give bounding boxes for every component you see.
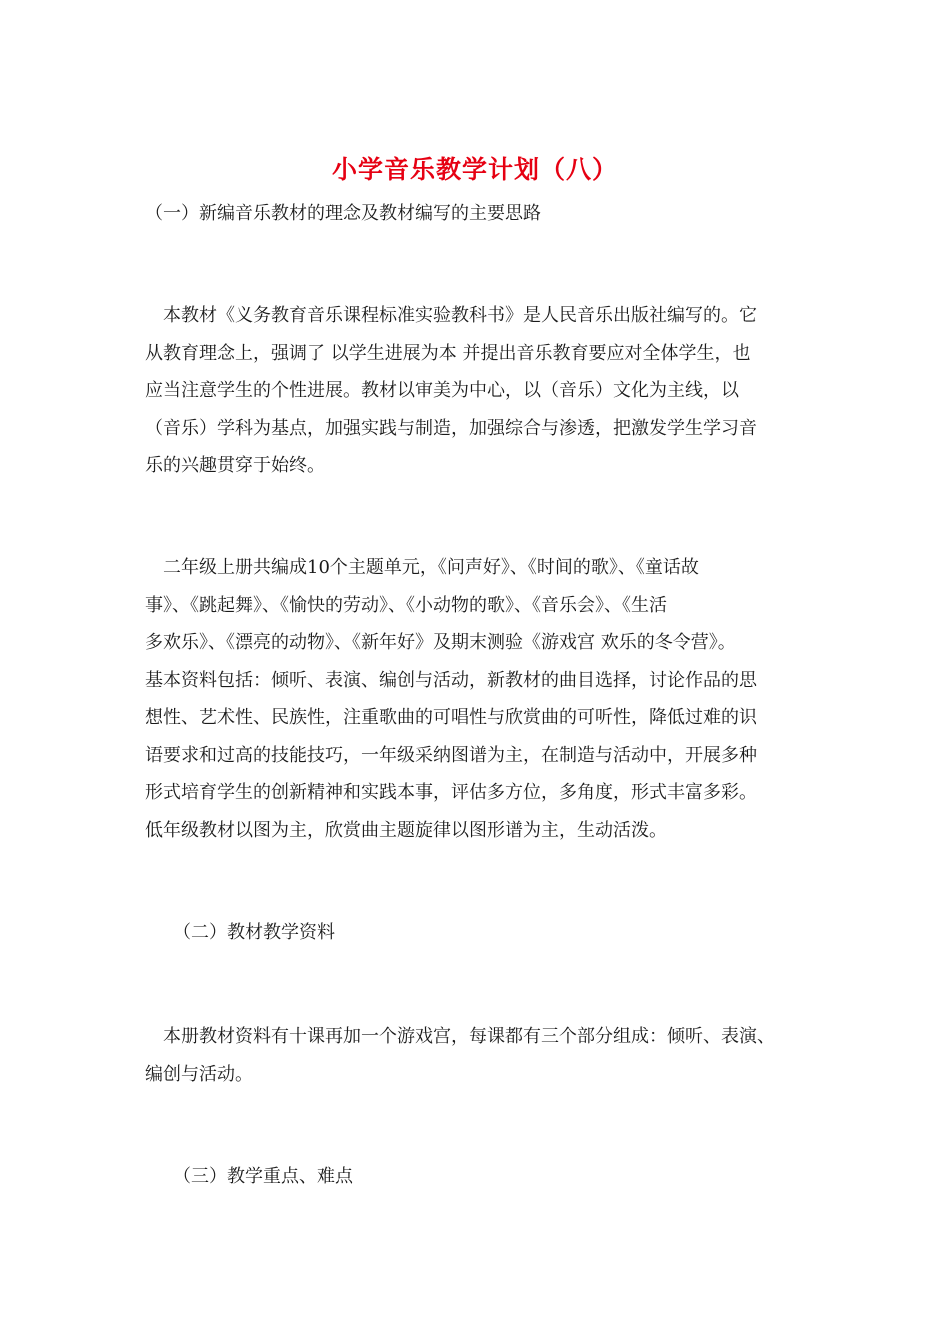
paragraph-line: 本册教材资料有十课再加一个游戏宫，每课都有三个部分组成：倾听、表演、 (145, 1026, 775, 1047)
section-1-paragraph-2 (145, 549, 835, 849)
paragraph-line: 从教育理念上，强调了 以学生进展为本 并提出音乐教育要应对全体学生，也 (145, 342, 751, 364)
paragraph-line: 编创与活动。 (145, 1063, 253, 1085)
paragraph-line: 低年级教材以图为主，欣赏曲主题旋律以图形谱为主，生动活泼。 (145, 819, 667, 841)
section-1-paragraph-1 (145, 297, 825, 485)
paragraph-line: 想性、艺术性、民族性，注重歌曲的可唱性与欣赏曲的可听性，降低过难的识 (145, 707, 757, 728)
document-title: 小学音乐教学计划（八） (331, 155, 618, 184)
paragraph-line: 多欢乐》、《漂亮的动物》、《新年好》及期末测验《游戏宫 欢乐的冬令营》。 (145, 632, 736, 653)
section-1-heading: （一）新编音乐教材的理念及教材编写的主要思路 (145, 203, 541, 224)
paragraph-line: 语要求和过高的技能技巧，一年级采纳图谱为主，在制造与活动中，开展多种 (145, 744, 757, 766)
section-2-paragraph (145, 1018, 835, 1093)
paragraph-line: 乐的兴趣贯穿于始终。 (145, 455, 325, 476)
section-3-heading: （三）教学重点、难点 (173, 1166, 353, 1187)
paragraph-line: 应当注意学生的个性进展。教材以审美为中心，以（音乐）文化为主线，以 (145, 380, 739, 401)
paragraph-line: （音乐）学科为基点，加强实践与制造，加强综合与渗透，把激发学生学习音 (145, 417, 757, 439)
paragraph-line: 本教材《义务教育音乐课程标准实验教科书》是人民音乐出版社编写的。它 (145, 305, 757, 326)
paragraph-line: 形式培育学生的创新精神和实践本事，评估多方位，多角度，形式丰富多彩。 (145, 782, 757, 803)
paragraph-line: 基本资料包括：倾听、表演、编创与活动，新教材的曲目选择，讨论作品的思 (145, 669, 757, 691)
paragraph-line: 二年级上册共编成10个主题单元，《问声好》、《时间的歌》、《童话故 (145, 557, 699, 578)
paragraph-line: 事》、《跳起舞》、《愉快的劳动》、《小动物的歌》、《音乐会》、《生活 (145, 594, 667, 616)
section-2-heading: （二）教材教学资料 (173, 922, 335, 943)
